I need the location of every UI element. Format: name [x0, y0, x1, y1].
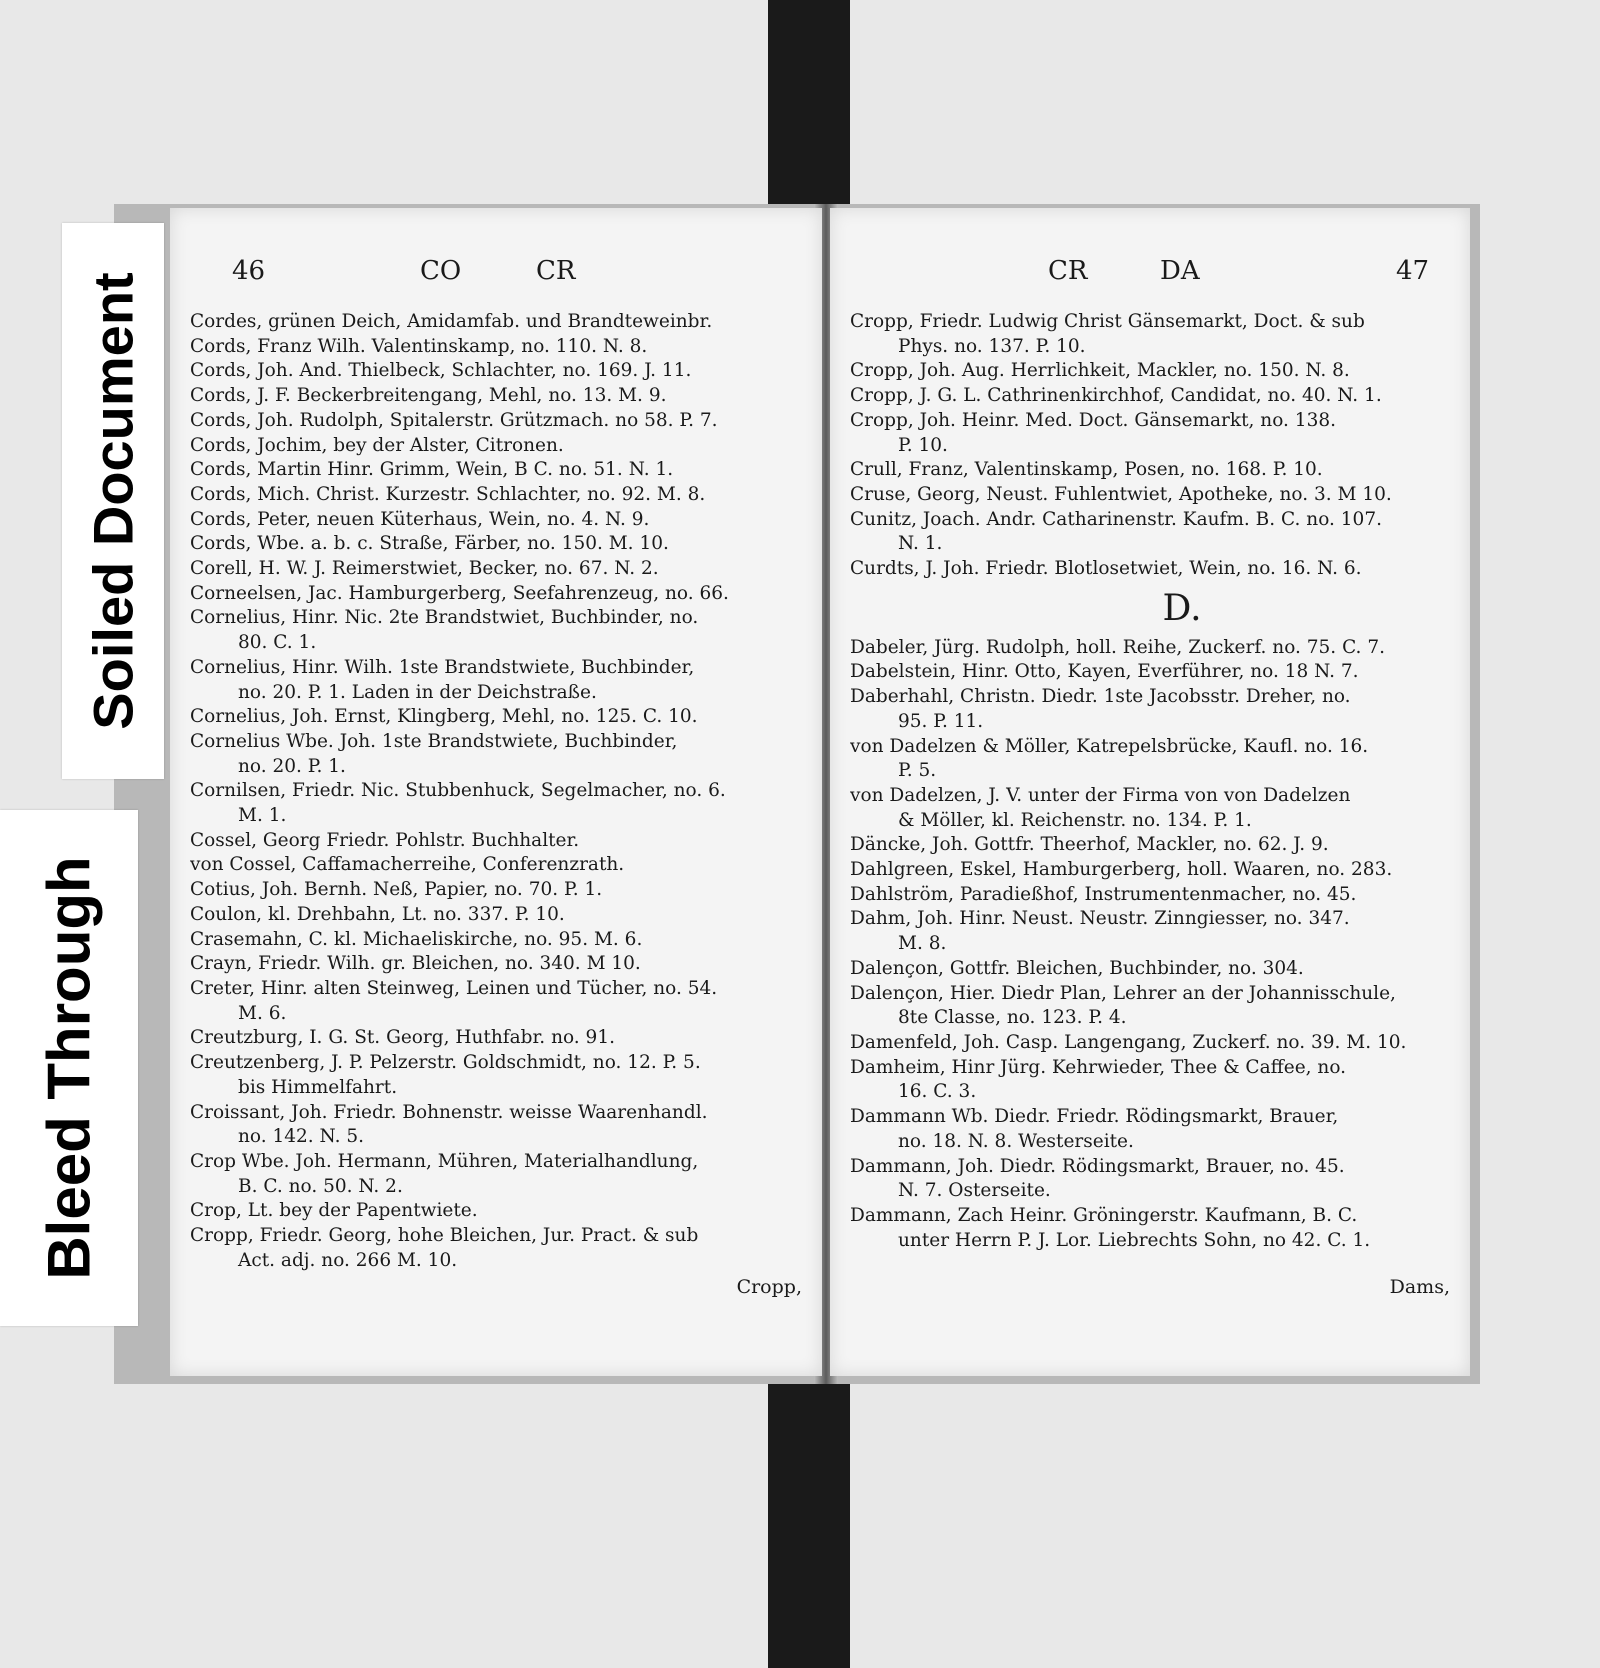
entry-continuation: Act. adj. no. 266 M. 10. [238, 1249, 458, 1271]
entry-line: Dammann Wb. Diedr. Friedr. Rödingsmarkt, Brauer, [850, 1106, 1339, 1128]
entry-line: Creutzburg, I. G. St. Georg, Huthfabr. no. 91. [190, 1027, 615, 1049]
label-bleed-through: Bleed Through [0, 810, 138, 1326]
entry-line: Cropp, Joh. Aug. Herrlichkeit, Mackler, no. 150. N. 8. [850, 360, 1350, 382]
entry-continuation: no. 142. N. 5. [238, 1126, 364, 1148]
directory-entry [850, 483, 1454, 508]
entry-line: Damenfeld, Joh. Casp. Langengang, Zuckerf. no. 39. M. 10. [850, 1031, 1407, 1053]
left-page [170, 208, 822, 1376]
entry-line: Cropp, Friedr. Ludwig Christ Gänsemarkt, Doct. & sub [850, 311, 1365, 332]
entry-line: Dabeler, Jürg. Rudolph, holl. Reihe, Zuckerf. no. 75. C. 7. [850, 636, 1385, 658]
directory-entry [190, 878, 806, 903]
directory-entry [190, 853, 806, 878]
entry-line: Cossel, Georg Friedr. Pohlstr. Buchhalter. [190, 829, 580, 851]
directory-entry [850, 409, 1454, 458]
entry-line: Cornelius Wbe. Joh. 1ste Brandstwiete, Buchbinder, [190, 730, 678, 752]
open-book [114, 204, 1480, 1384]
entry-line: Crasemahn, C. kl. Michaeliskirche, no. 95. M. 6. [190, 928, 643, 950]
entry-continuation: M. 6. [238, 1002, 287, 1024]
entry-line: Daberhahl, Christn. Diedr. 1ste Jacobsstr. Dreher, no. [850, 686, 1351, 708]
entry-continuation: no. 18. N. 8. Westerseite. [898, 1130, 1134, 1152]
entry-line: Dalençon, Hier. Diedr Plan, Lehrer an der Johannisschule, [850, 982, 1396, 1004]
directory-entry [190, 1199, 806, 1224]
entry-line: Cornilsen, Friedr. Nic. Stubbenhuck, Segelmacher, no. 6. [190, 780, 726, 802]
entry-line: Damheim, Hinr Jürg. Kehrwieder, Thee & Caffee, no. [850, 1056, 1347, 1078]
directory-entry [190, 977, 806, 1026]
directory-entry [850, 957, 1454, 982]
entry-line: Cropp, Joh. Heinr. Med. Doct. Gänsemarkt, no. 138. [850, 409, 1336, 431]
entry-continuation: 80. C. 1. [238, 632, 317, 654]
directory-entry [850, 557, 1454, 582]
entry-continuation: & Möller, kl. Reichenstr. no. 134. P. 1. [898, 809, 1252, 831]
entry-line: Cropp, Friedr. Georg, hohe Bleichen, Jur. Pract. & sub [190, 1225, 699, 1247]
entry-line: Cords, Peter, neuen Küterhaus, Wein, no. 4. N. 9. [190, 508, 650, 530]
directory-entry [190, 1224, 806, 1273]
entry-continuation: unter Herrn P. J. Lor. Liebrechts Sohn, no 42. C. 1. [898, 1229, 1371, 1251]
entry-continuation: P. 10. [898, 434, 948, 456]
directory-entry [850, 508, 1454, 557]
entry-line: Curdts, J. Joh. Friedr. Blotlosetwiet, Wein, no. 16. N. 6. [850, 558, 1362, 580]
right-page [830, 208, 1470, 1376]
entry-line: Dammann, Joh. Diedr. Rödingsmarkt, Brauer, no. 45. [850, 1155, 1345, 1177]
entry-continuation: M. 8. [898, 933, 947, 955]
section-letter: D. [1162, 587, 1202, 629]
entry-line: Dalençon, Gottfr. Bleichen, Buchbinder, no. 304. [850, 957, 1304, 979]
directory-entry [190, 606, 806, 655]
entry-line: Dahlström, Paradießhof, Instrumentenmacher, no. 45. [850, 883, 1357, 905]
entry-continuation: 16. C. 3. [898, 1081, 977, 1103]
entry-line: Dahlgreen, Eskel, Hamburgerberg, holl. Waaren, no. 283. [850, 859, 1393, 881]
entry-line: Däncke, Joh. Gottfr. Theerhof, Mackler, no. 62. J. 9. [850, 834, 1329, 856]
directory-entry [850, 660, 1454, 685]
entry-line: Dammann, Zach Heinr. Gröningerstr. Kaufmann, B. C. [850, 1204, 1358, 1226]
entry-line: von Dadelzen, J. V. unter der Firma von von Dadelzen [850, 784, 1351, 806]
entry-continuation: Phys. no. 137. P. 10. [898, 335, 1086, 357]
entry-line: Cords, Jochim, bey der Alster, Citronen. [190, 434, 564, 456]
directory-entry [190, 434, 806, 459]
directory-entry [850, 1155, 1454, 1204]
directory-entry [190, 1150, 806, 1199]
directory-entry [850, 1031, 1454, 1056]
entry-continuation: N. 1. [898, 533, 943, 555]
directory-entry [190, 1051, 806, 1100]
directory-entry [190, 928, 806, 953]
entry-line: Cords, Joh. And. Thielbeck, Schlachter, no. 169. J. 11. [190, 360, 692, 382]
entry-continuation: M. 1. [238, 805, 287, 827]
directory-entry [190, 582, 806, 607]
entry-line: Dabelstein, Hinr. Otto, Kayen, Everführer, no. 18 N. 7. [850, 661, 1359, 683]
directory-entry [190, 409, 806, 434]
entry-line: Cornelius, Hinr. Wilh. 1ste Brandstwiete, Buchbinder, [190, 656, 695, 678]
entry-line: Cornelius, Joh. Ernst, Klingberg, Mehl, no. 125. C. 10. [190, 706, 698, 728]
entry-continuation: no. 20. P. 1. Laden in der Deichstraße. [238, 681, 597, 703]
left-page-header [170, 256, 822, 292]
directory-entry [190, 730, 806, 779]
entry-line: Cords, Franz Wilh. Valentinskamp, no. 110. N. 8. [190, 335, 648, 357]
entry-continuation: no. 20. P. 1. [238, 755, 346, 777]
directory-entry [190, 829, 806, 854]
entry-continuation: B. C. no. 50. N. 2. [238, 1175, 403, 1197]
camera-backdrop-strip-top [768, 0, 850, 218]
right-page-header [830, 256, 1470, 292]
directory-entry [850, 636, 1454, 661]
entry-line: Corell, H. W. J. Reimerstwiet, Becker, no. 67. N. 2. [190, 558, 659, 580]
directory-entry [850, 384, 1454, 409]
directory-entry [850, 833, 1454, 858]
directory-entry [190, 1101, 806, 1150]
entry-line: Cruse, Georg, Neust. Fuhlentwiet, Apotheke, no. 3. M 10. [850, 483, 1392, 505]
entry-line: Cornelius, Hinr. Nic. 2te Brandstwiet, Buchbinder, no. [190, 607, 699, 629]
directory-entry [850, 310, 1454, 359]
directory-entry [850, 907, 1454, 956]
directory-entry [850, 735, 1454, 784]
entry-continuation: 8te Classe, no. 123. P. 4. [898, 1007, 1127, 1029]
entry-line: Corneelsen, Jac. Hamburgerberg, Seefahrenzeug, no. 66. [190, 582, 729, 604]
directory-entry [190, 779, 806, 828]
catchword: Cropp, [736, 1276, 802, 1298]
entry-line: Crull, Franz, Valentinskamp, Posen, no. 168. P. 10. [850, 459, 1323, 481]
directory-entry [190, 532, 806, 557]
directory-entry [190, 903, 806, 928]
directory-entry [190, 705, 806, 730]
directory-entry [190, 384, 806, 409]
entry-line: Coulon, kl. Drehbahn, Lt. no. 337. P. 10. [190, 903, 565, 925]
entry-line: Dahm, Joh. Hinr. Neust. Neustr. Zinngiesser, no. 347. [850, 908, 1350, 930]
directory-entry [190, 335, 806, 360]
page-number: 47 [1396, 256, 1430, 286]
entry-line: Cords, Wbe. a. b. c. Straße, Färber, no. 150. M. 10. [190, 533, 669, 555]
entry-continuation: 95. P. 11. [898, 710, 984, 732]
entry-line: Creutzenberg, J. P. Pelzerstr. Goldschmidt, no. 12. P. 5. [190, 1052, 701, 1074]
directory-entry [850, 1105, 1454, 1154]
entry-continuation: N. 7. Osterseite. [898, 1180, 1051, 1202]
running-head-right: CR [536, 256, 576, 286]
directory-entry [850, 883, 1454, 908]
directory-entry [850, 458, 1454, 483]
entry-line: Cords, J. F. Beckerbreitengang, Mehl, no. 13. M. 9. [190, 385, 667, 407]
entry-line: Crop, Lt. bey der Papentwiete. [190, 1200, 478, 1222]
directory-entry [190, 952, 806, 977]
directory-entry [190, 458, 806, 483]
directory-entry [190, 656, 806, 705]
directory-entry [850, 982, 1454, 1031]
entry-line: Cordes, grünen Deich, Amidamfab. und Brandteweinbr. [190, 311, 713, 332]
left-entry-list [190, 310, 806, 1273]
directory-entry [190, 310, 806, 335]
camera-backdrop-strip-bottom [768, 1372, 850, 1668]
entry-line: Cunitz, Joach. Andr. Catharinenstr. Kaufm. B. C. no. 107. [850, 508, 1382, 530]
directory-entry [850, 784, 1454, 833]
directory-entry [850, 1056, 1454, 1105]
directory-entry [850, 359, 1454, 384]
entry-line: Crop Wbe. Joh. Hermann, Mühren, Materialhandlung, [190, 1150, 699, 1172]
directory-entry [850, 858, 1454, 883]
entry-line: Cords, Mich. Christ. Kurzestr. Schlachter, no. 92. M. 8. [190, 483, 706, 505]
entry-line: Cropp, J. G. L. Cathrinenkirchhof, Candidat, no. 40. N. 1. [850, 385, 1382, 407]
directory-entry [190, 1026, 806, 1051]
directory-entry [850, 1204, 1454, 1253]
entry-line: Cords, Martin Hinr. Grimm, Wein, B C. no. 51. N. 1. [190, 459, 674, 481]
running-head-left: CR [1048, 256, 1088, 286]
entry-line: Cotius, Joh. Bernh. Neß, Papier, no. 70. P. 1. [190, 879, 603, 901]
directory-entry [850, 685, 1454, 734]
entry-line: von Dadelzen & Möller, Katrepelsbrücke, Kaufl. no. 16. [850, 735, 1369, 757]
right-entry-list [850, 310, 1454, 1253]
entry-line: von Cossel, Caffamacherreihe, Conferenzrath. [190, 854, 625, 876]
page-number: 46 [232, 256, 266, 286]
entry-continuation: bis Himmelfahrt. [238, 1076, 398, 1098]
directory-entry [190, 557, 806, 582]
entry-line: Cords, Joh. Rudolph, Spitalerstr. Grützmach. no 58. P. 7. [190, 409, 718, 431]
entry-line: Croissant, Joh. Friedr. Bohnenstr. weisse Waarenhandl. [190, 1101, 708, 1123]
running-head-left: CO [420, 256, 462, 286]
directory-entry [190, 508, 806, 533]
entry-continuation: P. 5. [898, 760, 937, 782]
label-soiled-document: Soiled Document [62, 223, 164, 779]
catchword: Dams, [1389, 1276, 1450, 1298]
entry-line: Creter, Hinr. alten Steinweg, Leinen und Tücher, no. 54. [190, 977, 718, 999]
directory-entry [190, 483, 806, 508]
running-head-right: DA [1160, 256, 1200, 286]
entry-line: Crayn, Friedr. Wilh. gr. Bleichen, no. 340. M 10. [190, 953, 641, 975]
directory-entry [190, 359, 806, 384]
